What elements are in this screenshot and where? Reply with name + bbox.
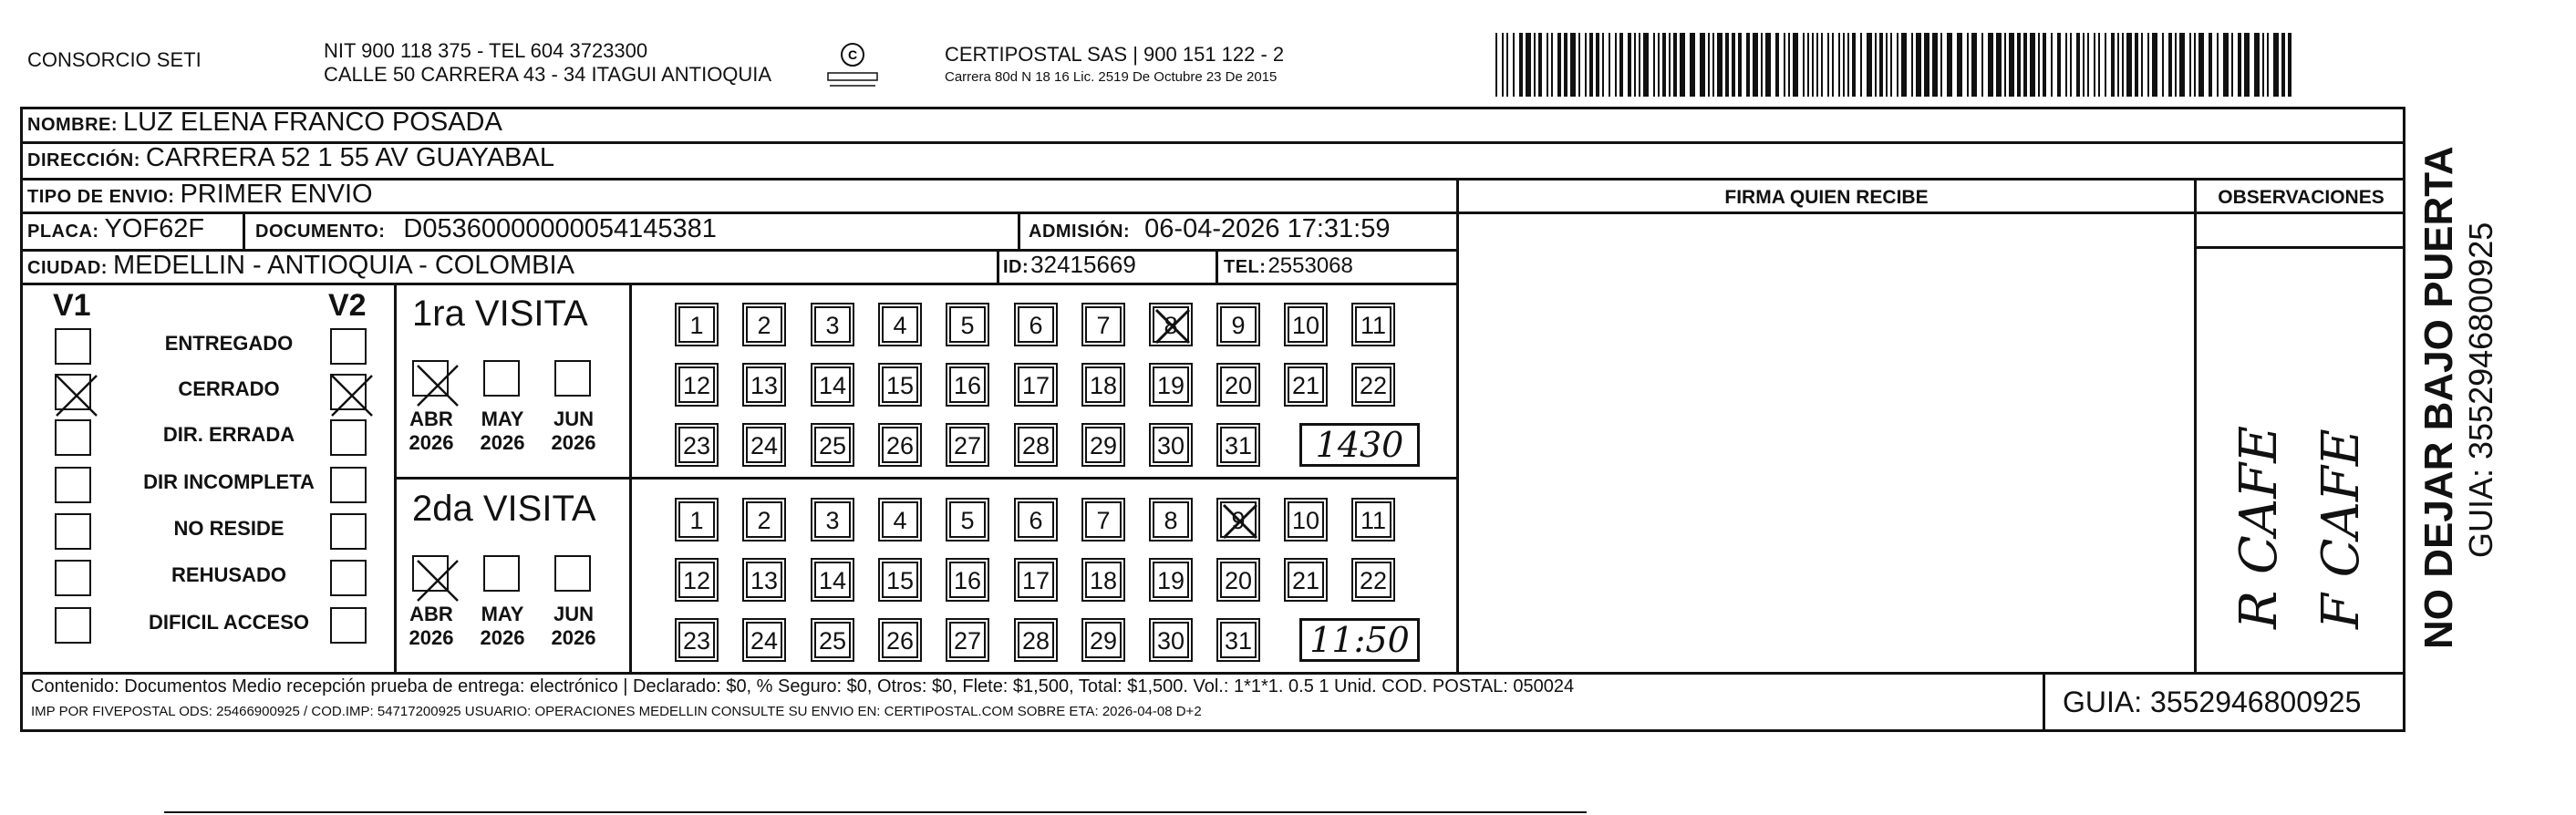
- observaciones-header: OBSERVACIONES: [2218, 187, 2385, 208]
- tipo-envio-label: TIPO DE ENVIO:: [27, 187, 175, 207]
- direccion-row: [27, 143, 554, 173]
- id-value: 32415669: [1030, 251, 1136, 278]
- day-box[interactable]: 16: [949, 562, 986, 598]
- day-box[interactable]: 9: [1220, 501, 1257, 538]
- day-box[interactable]: 4: [882, 501, 918, 538]
- documento-row: [255, 214, 717, 244]
- day-box[interactable]: 14: [814, 366, 851, 403]
- company-info-line1: NIT 900 118 375 - TEL 604 3723300: [324, 39, 648, 62]
- month-year: 2026: [480, 626, 525, 649]
- month-year: 2026: [480, 431, 525, 454]
- fold-line: [164, 811, 1587, 813]
- nombre-value: LUZ ELENA FRANCO POSADA: [123, 108, 502, 137]
- day-box[interactable]: 20: [1220, 562, 1257, 598]
- day-box[interactable]: 2: [746, 306, 782, 343]
- day-box[interactable]: 10: [1288, 306, 1324, 343]
- month-checkbox[interactable]: [412, 360, 449, 397]
- placa-row: [27, 214, 204, 244]
- day-box[interactable]: 17: [1018, 366, 1054, 403]
- admision-label: ADMISIÓN:: [1029, 222, 1131, 242]
- day-box[interactable]: 24: [746, 427, 782, 463]
- day-box[interactable]: 28: [1018, 427, 1054, 463]
- day-box[interactable]: 22: [1355, 562, 1391, 598]
- month-label: [471, 603, 534, 650]
- documento-value: D05360000000054145381: [403, 214, 717, 243]
- courier-info-line1: CERTIPOSTAL SAS | 900 151 122 - 2: [945, 43, 1285, 66]
- month-name: ABR: [409, 603, 453, 625]
- day-box[interactable]: 24: [746, 622, 782, 658]
- day-box[interactable]: 6: [1018, 306, 1054, 343]
- day-box[interactable]: 20: [1220, 366, 1257, 403]
- day-box[interactable]: 9: [1220, 306, 1257, 343]
- visit-title: 1ra VISITA: [412, 294, 588, 334]
- id-row: [1003, 251, 1136, 279]
- month-checkbox[interactable]: [554, 360, 591, 397]
- day-box[interactable]: 18: [1085, 366, 1122, 403]
- barcode-icon: [1495, 33, 2293, 97]
- day-box[interactable]: 1: [678, 306, 715, 343]
- status-v1-checkbox[interactable]: [55, 374, 91, 410]
- footer-line2: IMP POR FIVEPOSTAL ODS: 25466900925 / COD.IMP: 54717200925 USUARIO: OPERACIONES MEDELLIN CONSULTE SU ENVIO EN: CERTIPOSTAL.COM SOBRE ETA: 2026-04-08 D+2: [31, 704, 1202, 719]
- tel-row: [1224, 253, 1353, 279]
- nombre-label: NOMBRE:: [27, 115, 119, 135]
- day-box[interactable]: 31: [1220, 427, 1257, 463]
- status-option-label: DIR. ERRADA: [162, 423, 295, 446]
- footer-line1: Contenido: Documentos Medio recepción prueba de entrega: electrónico | Declarado: $0, % Seguro: $0, Otros: $0, Flete: $1,500, Total: $1,500. Vol.: 1*1*1. 0.5 1 Unid. COD. POSTAL: 050024: [31, 676, 1575, 696]
- day-box[interactable]: 7: [1085, 306, 1122, 343]
- day-box[interactable]: 7: [1085, 501, 1122, 538]
- day-box[interactable]: 19: [1153, 366, 1189, 403]
- month-label: [542, 603, 605, 650]
- day-box[interactable]: 6: [1018, 501, 1054, 538]
- observacion-note-1: R CAFE: [2229, 426, 2289, 629]
- day-box[interactable]: 3: [814, 501, 851, 538]
- day-box[interactable]: 16: [949, 366, 986, 403]
- status-v1-checkbox[interactable]: [55, 560, 91, 596]
- status-option-label: CERRADO: [178, 377, 280, 400]
- day-box[interactable]: 2: [746, 501, 782, 538]
- admision-row: [1029, 214, 1390, 244]
- tipo-envio-row: [27, 180, 373, 210]
- v2-label: V2: [328, 288, 367, 323]
- month-label: [399, 603, 463, 650]
- day-box[interactable]: 18: [1085, 562, 1122, 598]
- day-box[interactable]: 26: [882, 427, 918, 463]
- day-box[interactable]: 30: [1153, 622, 1189, 658]
- day-box[interactable]: 21: [1288, 562, 1324, 598]
- month-checkbox[interactable]: [483, 555, 520, 592]
- svg-text:C: C: [847, 47, 858, 62]
- company-name: CONSORCIO SETI: [27, 48, 202, 71]
- day-box[interactable]: 4: [882, 306, 918, 343]
- tel-value: 2553068: [1267, 253, 1353, 278]
- status-v1-checkbox[interactable]: [55, 513, 91, 550]
- day-box[interactable]: 27: [949, 427, 986, 463]
- day-box[interactable]: 26: [882, 622, 918, 658]
- day-box[interactable]: 8: [1153, 306, 1189, 343]
- tel-label: TEL:: [1224, 257, 1267, 277]
- status-v1-checkbox[interactable]: [55, 467, 91, 503]
- day-box[interactable]: 25: [814, 427, 851, 463]
- visit-time: 11:50: [1299, 618, 1420, 662]
- day-box[interactable]: 11: [1355, 306, 1391, 343]
- day-box[interactable]: 10: [1288, 501, 1324, 538]
- certipostal-logo-icon: [821, 40, 885, 91]
- footer-guia: GUIA: 3552946800925: [2063, 686, 2362, 718]
- day-box[interactable]: 23: [678, 622, 715, 658]
- day-box[interactable]: 17: [1018, 562, 1054, 598]
- day-box[interactable]: 25: [814, 622, 851, 658]
- courier-info-line2: Carrera 80d N 18 16 Lic. 2519 De Octubre 23 De 2015: [945, 69, 1278, 85]
- month-name: MAY: [481, 603, 524, 625]
- status-v1-checkbox[interactable]: [55, 419, 91, 456]
- day-box[interactable]: 1: [678, 501, 715, 538]
- status-option-label: DIR INCOMPLETA: [143, 470, 315, 493]
- v1-label: V1: [53, 288, 91, 323]
- status-v1-checkbox[interactable]: [55, 328, 91, 365]
- day-box[interactable]: 23: [678, 427, 715, 463]
- ciudad-label: CIUDAD:: [27, 258, 108, 278]
- ciudad-row: [27, 251, 574, 281]
- day-x-mark: [1151, 304, 1195, 348]
- day-box[interactable]: 15: [882, 562, 918, 598]
- day-box[interactable]: 13: [746, 562, 782, 598]
- day-box[interactable]: 29: [1085, 427, 1122, 463]
- day-box[interactable]: 21: [1288, 366, 1324, 403]
- day-box[interactable]: 27: [949, 622, 986, 658]
- nombre-row: [27, 108, 502, 138]
- day-box[interactable]: 31: [1220, 622, 1257, 658]
- day-box[interactable]: 3: [814, 306, 851, 343]
- status-v1-checkbox[interactable]: [55, 607, 91, 644]
- day-box[interactable]: 13: [746, 366, 782, 403]
- day-box[interactable]: 12: [678, 366, 715, 403]
- visit-title: 2da VISITA: [412, 489, 596, 529]
- documento-label: DOCUMENTO:: [255, 222, 386, 242]
- ciudad-value: MEDELLIN - ANTIOQUIA - COLOMBIA: [112, 251, 574, 280]
- month-checkbox[interactable]: [483, 360, 520, 397]
- month-name: JUN: [553, 408, 594, 430]
- no-dejar-bajo-puerta: NO DEJAR BAJO PUERTA: [2416, 146, 2461, 649]
- month-year: 2026: [409, 626, 454, 649]
- day-x-mark: [1218, 500, 1262, 543]
- observacion-note-2: F CAFE: [2312, 428, 2371, 629]
- company-info-line2: CALLE 50 CARRERA 43 - 34 ITAGUI ANTIOQUIA: [324, 63, 772, 86]
- placa-label: PLACA:: [27, 222, 99, 242]
- direccion-value: CARRERA 52 1 55 AV GUAYABAL: [145, 143, 554, 172]
- day-box[interactable]: 22: [1355, 366, 1391, 403]
- month-checkbox[interactable]: [554, 555, 591, 592]
- status-option-label: REHUSADO: [171, 563, 286, 586]
- day-box[interactable]: 5: [949, 306, 986, 343]
- month-label: [542, 408, 605, 455]
- day-box[interactable]: 30: [1153, 427, 1189, 463]
- month-checkbox[interactable]: [412, 555, 449, 592]
- placa-value: YOF62F: [104, 214, 205, 243]
- day-box[interactable]: 8: [1153, 501, 1189, 538]
- status-option-label: NO RESIDE: [173, 517, 284, 540]
- status-option-label: DIFICIL ACCESO: [148, 611, 309, 634]
- month-label: [471, 408, 534, 455]
- side-guia: GUIA: 3552946800925: [2462, 222, 2499, 558]
- day-box[interactable]: 15: [882, 366, 918, 403]
- admision-value: 06-04-2026 17:31:59: [1144, 214, 1391, 243]
- id-label: ID:: [1003, 257, 1029, 277]
- day-box[interactable]: 11: [1355, 501, 1391, 538]
- day-box[interactable]: 29: [1085, 622, 1122, 658]
- day-box[interactable]: 28: [1018, 622, 1054, 658]
- month-year: 2026: [409, 431, 454, 454]
- day-box[interactable]: 5: [949, 501, 986, 538]
- visit-time: 1430: [1299, 423, 1420, 467]
- month-name: JUN: [553, 603, 594, 625]
- firma-header: FIRMA QUIEN RECIBE: [1724, 187, 1929, 208]
- month-year: 2026: [551, 626, 596, 649]
- day-box[interactable]: 19: [1153, 562, 1189, 598]
- day-box[interactable]: 12: [678, 562, 715, 598]
- direccion-label: DIRECCIÓN:: [27, 150, 140, 170]
- month-label: [399, 408, 463, 455]
- month-name: ABR: [409, 408, 453, 430]
- tipo-envio-value: PRIMER ENVIO: [180, 180, 373, 209]
- month-year: 2026: [551, 431, 596, 454]
- day-box[interactable]: 14: [814, 562, 851, 598]
- month-name: MAY: [481, 408, 524, 430]
- status-option-label: ENTREGADO: [164, 332, 294, 355]
